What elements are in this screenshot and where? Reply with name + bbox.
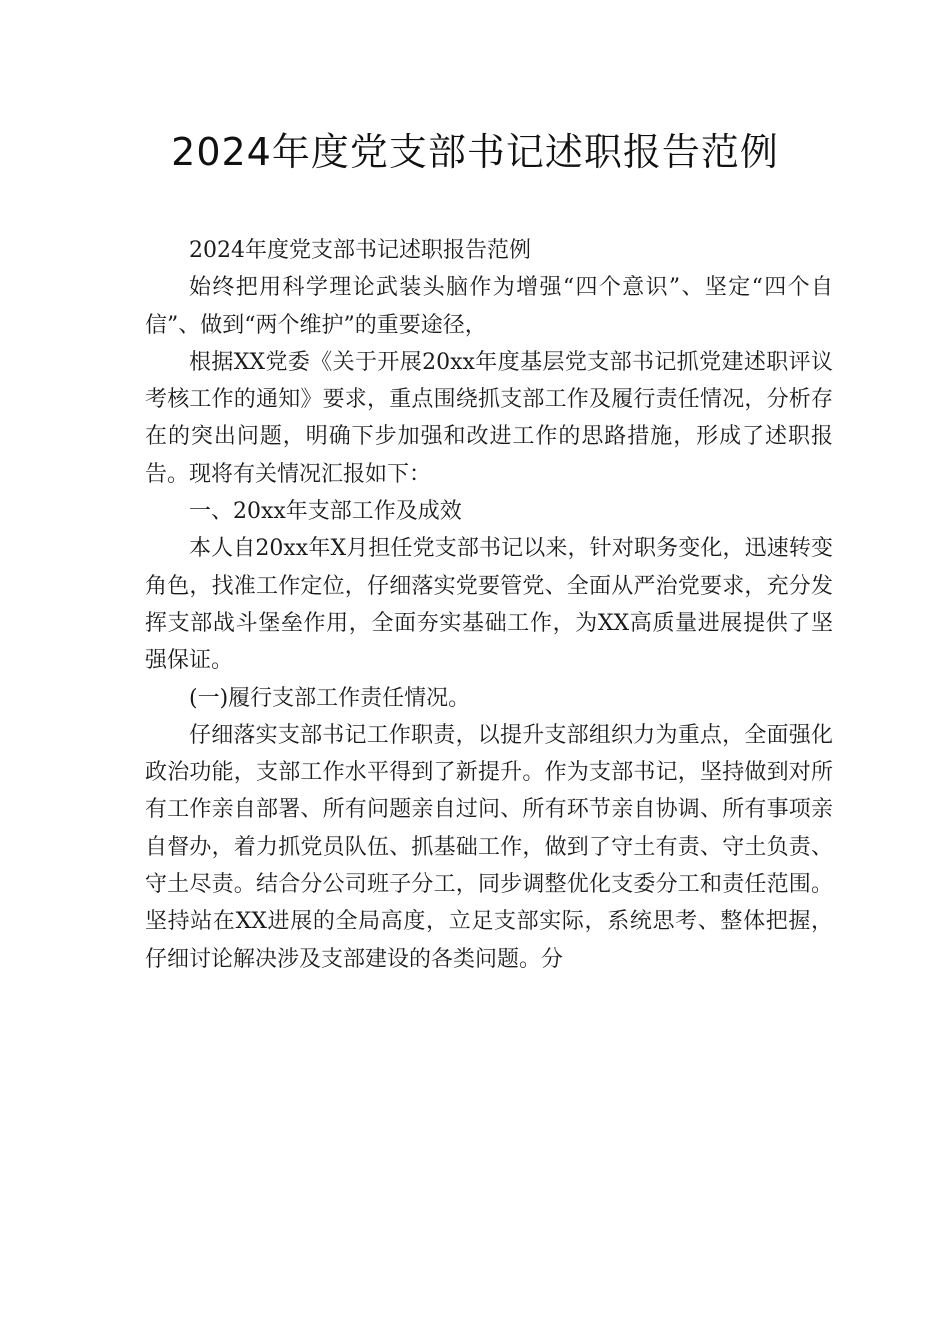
paragraph-basis: 根据XX党委《关于开展20xx年度基层党支部书记抓党建述职评议考核工作的通知》要求，重点围绕抓支部工作及履行责任情况，分析存在的突出问题，明确下步加强和改进工作的思路措施，形成了述职报告。现将有关情况汇报如下： — [145, 349, 833, 487]
paragraph-intro: 始终把用科学理论武装头脑作为增强“四个意识”、坚定“四个自信”、做到“两个维护”的重要途径， — [145, 275, 833, 338]
document-title: 2024年度党支部书记述职报告范例 — [171, 130, 779, 174]
paragraph-achievements: 本人自20xx年X月担任党支部书记以来，针对职务变化，迅速转变角色，找准工作定位，仔细落实党要管党、全面从严治党要求，充分发挥支部战斗堡垒作用，全面夯实基础工作，为XX高质量进展提供了坚强保证。 — [145, 536, 833, 674]
document-body — [145, 232, 833, 978]
paragraph-responsibilities: 仔细落实支部书记工作职责，以提升支部组织力为重点，全面强化政治功能，支部工作水平得到了新提升。作为支部书记，坚持做到对所有工作亲自部署、所有问题亲自过问、所有环节亲自协调、所有事项亲自督办，着力抓党员队伍、抓基础工作，做到了守土有责、守土负责、守土尽责。结合分公司班子分工，同步调整优化支委分工和责任范围。坚持站在XX进展的全局高度，立足支部实际，系统思考、整体把握，仔细讨论解决涉及支部建设的各类问题。分 — [145, 722, 833, 972]
paragraph-subtitle: 2024年度党支部书记述职报告范例 — [189, 238, 531, 263]
subsection-heading-1: (一)履行支部工作责任情况。 — [189, 685, 471, 711]
section-heading-1: 一、20xx年支部工作及成效 — [189, 499, 462, 525]
